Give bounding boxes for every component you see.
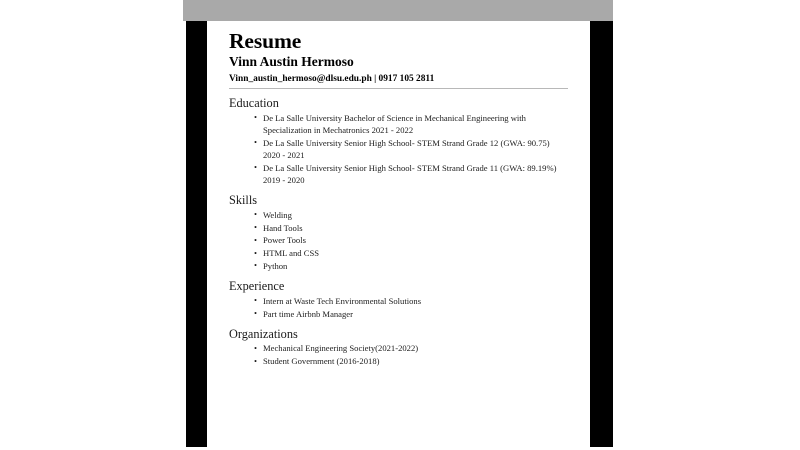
section-heading-experience: Experience bbox=[229, 279, 285, 294]
organizations-list bbox=[229, 342, 568, 367]
list-item: • De La Salle University Senior High School- STEM Strand Grade 12 (GWA: 90.75) 2020 - 2021 bbox=[254, 137, 568, 162]
section-experience bbox=[229, 279, 568, 320]
section-heading-education: Education bbox=[229, 96, 279, 111]
section-education bbox=[229, 96, 568, 186]
section-heading-skills: Skills bbox=[229, 193, 258, 208]
candidate-name: Vinn Austin Hermoso bbox=[229, 54, 354, 70]
list-item: • De La Salle University Bachelor of Science in Mechanical Engineering with Specialization in Mechatronics 2021 - 2022 bbox=[254, 112, 568, 137]
list-item: • HTML and CSS bbox=[254, 247, 568, 259]
skills-list bbox=[229, 209, 568, 272]
page-title: Resume bbox=[229, 29, 302, 53]
list-item: • Welding bbox=[254, 209, 568, 221]
section-organizations bbox=[229, 327, 568, 368]
list-item: • Python bbox=[254, 260, 568, 272]
section-heading-organizations: Organizations bbox=[229, 326, 298, 341]
viewer-right-margin-bar bbox=[590, 21, 613, 447]
list-item: • Hand Tools bbox=[254, 222, 568, 234]
list-item: • Student Government (2016-2018) bbox=[254, 355, 568, 367]
list-item: • De La Salle University Senior High School- STEM Strand Grade 11 (GWA: 89.19%) 2019 - 2020 bbox=[254, 162, 568, 187]
section-skills bbox=[229, 193, 568, 272]
list-item: • Power Tools bbox=[254, 234, 568, 246]
resume-page bbox=[207, 21, 590, 450]
list-item: • Intern at Waste Tech Environmental Solutions bbox=[254, 295, 568, 307]
document-viewer bbox=[183, 0, 613, 450]
list-item: • Mechanical Engineering Society(2021-2022) bbox=[254, 342, 568, 354]
education-list bbox=[229, 112, 568, 187]
viewer-toolbar-strip bbox=[183, 0, 613, 21]
contact-line: Vinn_austin_hermoso@dlsu.edu.ph | 0917 105 2811 bbox=[229, 73, 568, 89]
experience-list bbox=[229, 295, 568, 320]
viewer-left-margin-bar bbox=[186, 21, 207, 447]
list-item: • Part time Airbnb Manager bbox=[254, 308, 568, 320]
